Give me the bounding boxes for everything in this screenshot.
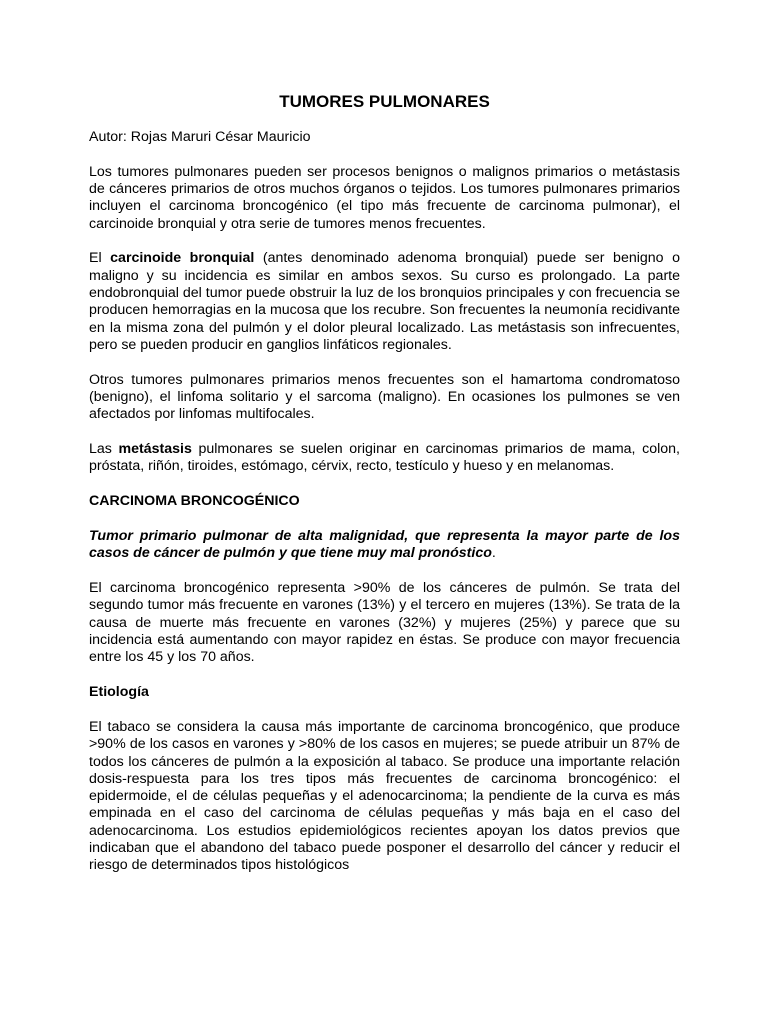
intro-paragraph: Los tumores pulmonares pueden ser procesos benignos o malignos primarios o metástasis de cánceres primarios de otros muchos órganos o tejidos. Los tumores pulmonares primarios incluyen el carcinoma broncogénico (el tipo más frecuente de carcinoma pulmonar), el carcinoide bronquial y otra serie de tumores menos frecuentes. [89,163,680,232]
document-title: TUMORES PULMONARES [279,92,490,111]
author-line: Autor: Rojas Maruri César Mauricio [89,129,311,145]
carcinoide-text: (antes denominado adenoma bronquial) puede ser benigno o maligno y su incidencia es similar en ambos sexos. Su curso es prolongado. La parte endobronquial del tumor puede obstruir la luz de los bronquios principales y con frecuencia se producen hemorragias en la mucosa que los recubre. Son frecuentes la neumonía recidivante en la misma zona del pulmón y el dolor pleural localizado. Las metástasis son infrecuentes, pero se pueden producir en ganglios linfáticos regionales. [89,250,680,353]
otros-paragraph: Otros tumores pulmonares primarios menos frecuentes son el hamartoma condromatoso (benigno), el linfoma solitario y el sarcoma (maligno). En ocasiones los pulmones se ven afectados por linfomas multifocales. [89,371,680,423]
lead-paragraph [89,528,680,563]
metastasis-prefix: Las [89,441,119,458]
metastasis-paragraph [89,441,680,476]
carcinoide-paragraph [89,250,680,354]
etiologia-paragraph: El tabaco se considera la causa más importante de carcinoma broncogénico, que produce >90% de los casos en varones y >80% de los casos en mujeres; se puede atribuir un 87% de todos los cánceres de pulmón a la exposición al tabaco. Se produce una importante relación dosis-respuesta para los tres tipos más frecuentes de carcinoma broncogénico: el epidermoide, el de células pequeñas y el adenocarcinoma; la pendiente de la curva es más empinada en el caso del carcinoma de células pequeñas y más baja en el caso del adenocarcinoma. Los estudios epidemiológicos recientes apoyan los datos previos que indicaban que el abandono del tabaco puede posponer el desarrollo del cáncer y reducir el riesgo de determinados tipos histológicos [89,718,680,874]
metastasis-term: metástasis [118,441,192,458]
document-page [89,92,680,892]
metastasis-text: pulmonares se suelen originar en carcinomas primarios de mama, colon, próstata, riñón, tiroides, estómago, cérvix, recto, testículo y hueso y en melanomas. [89,441,680,475]
lead-text: Tumor primario pulmonar de alta malignidad, que representa la mayor parte de los casos de cáncer de pulmón y que tiene muy mal pronóstico [89,528,680,562]
section-heading: CARCINOMA BRONCOGÉNICO [89,493,300,510]
carcinoide-term: carcinoide bronquial [110,250,255,267]
epidemiologia-paragraph: El carcinoma broncogénico representa >90% de los cánceres de pulmón. Se trata del segundo tumor más frecuente en varones (13%) y el tercero en mujeres (13%). Se trata de la causa de muerte más frecuente en varones (32%) y mujeres (25%) y parece que su incidencia está aumentando con mayor rapidez en éstas. Se produce con mayor frecuencia entre los 45 y los 70 años. [89,580,680,666]
carcinoide-prefix: El [89,250,111,267]
etiologia-heading: Etiología [89,684,149,701]
lead-end: . [491,545,496,562]
